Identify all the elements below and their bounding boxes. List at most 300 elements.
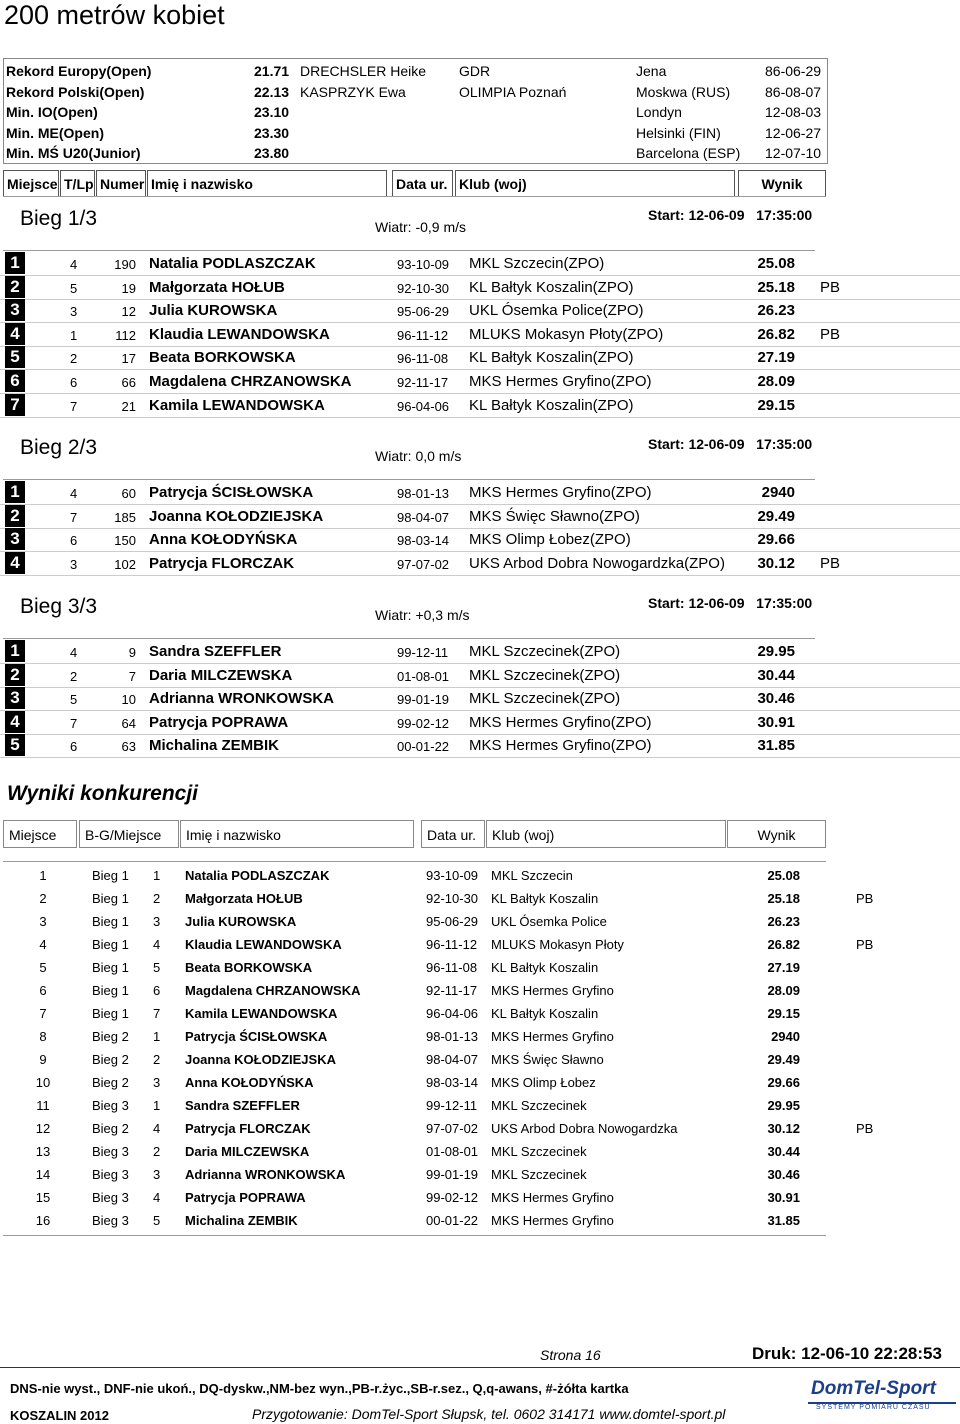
result-time: 31.85 bbox=[767, 1213, 800, 1228]
heat-position: 2 bbox=[153, 1052, 161, 1067]
heat-position: 3 bbox=[153, 1167, 161, 1182]
konkurencja-end bbox=[3, 1235, 826, 1236]
heat-label: Bieg 3 bbox=[92, 1190, 129, 1205]
birth-date: 99-02-12 bbox=[397, 715, 450, 731]
heat-label: Bieg 3 bbox=[92, 1144, 129, 1159]
lane: 5 bbox=[70, 280, 78, 296]
print-timestamp: Druk: 12-06-10 22:28:53 bbox=[752, 1344, 942, 1363]
ranking-row bbox=[0, 1140, 960, 1163]
birth-date: 99-12-11 bbox=[426, 1098, 478, 1113]
result-row bbox=[0, 346, 960, 370]
konkurencja-divider bbox=[3, 861, 826, 862]
athlete-name: Adrianna WRONKOWSKA bbox=[185, 1167, 346, 1182]
heat-position: 1 bbox=[153, 868, 161, 883]
club-name: UKS Arbod Dobra Nowogardzka bbox=[491, 1121, 678, 1136]
page-number: Strona 16 bbox=[540, 1347, 601, 1363]
heat-start: Start: 12-06-09 17:35:00 bbox=[648, 207, 813, 223]
record-row bbox=[0, 60, 826, 80]
place: 5 bbox=[5, 346, 25, 368]
birth-date: 93-10-09 bbox=[397, 257, 450, 272]
result-row bbox=[0, 734, 960, 758]
ranking-row bbox=[0, 1048, 960, 1071]
bib-number: 112 bbox=[115, 327, 136, 343]
heat-divider bbox=[3, 250, 815, 251]
heat-position: 4 bbox=[153, 937, 161, 952]
header-number: Numer bbox=[96, 170, 146, 197]
record-row bbox=[0, 101, 826, 121]
athlete-name: Anna KOŁODYŃSKA bbox=[185, 1075, 314, 1090]
result-time: 27.19 bbox=[767, 960, 800, 975]
athlete-name: Beata BORKOWSKA bbox=[185, 960, 313, 975]
club-name: MLUKS Mokasyn Płoty(ZPO) bbox=[469, 325, 664, 343]
result-time: 29.49 bbox=[757, 507, 795, 525]
athlete-name: Joanna KOŁODZIEJSKA bbox=[149, 507, 324, 525]
heat-label: Bieg 2 bbox=[92, 1052, 129, 1067]
club-name: MKL Szczecinek bbox=[491, 1167, 587, 1182]
place: 3 bbox=[5, 528, 25, 550]
pb-flag: PB bbox=[820, 278, 841, 296]
birth-date: 92-10-30 bbox=[397, 280, 450, 296]
place: 4 bbox=[5, 552, 25, 574]
athlete-name: Sandra SZEFFLER bbox=[149, 643, 282, 660]
club-name: MKS Hermes Gryfino bbox=[491, 1213, 614, 1228]
place: 1 bbox=[5, 252, 25, 274]
athlete-name: Natalia PODLASZCZAK bbox=[149, 255, 316, 272]
athlete-name: Julia KUROWSKA bbox=[185, 914, 297, 929]
club-name: KL Bałtyk Koszalin(ZPO) bbox=[469, 396, 634, 414]
ranking-row bbox=[0, 1163, 960, 1186]
club-name: MKS Hermes Gryfino(ZPO) bbox=[469, 713, 652, 731]
page-title: 200 metrów kobiet bbox=[4, 0, 225, 30]
overall-place: 12 bbox=[35, 1121, 51, 1136]
heat-label: Bieg 2 bbox=[92, 1029, 129, 1044]
bib-number: 190 bbox=[114, 257, 136, 272]
overall-place: 11 bbox=[36, 1098, 50, 1113]
record-label: Min. MŚ U20(Junior) bbox=[6, 145, 141, 161]
result-time: 26.23 bbox=[757, 302, 795, 320]
result-row bbox=[0, 323, 960, 347]
athlete-name: Beata BORKOWSKA bbox=[149, 349, 296, 367]
result-time: 25.18 bbox=[757, 278, 795, 296]
record-label: Min. IO(Open) bbox=[6, 104, 98, 120]
heat-start: Start: 12-06-09 17:35:00 bbox=[648, 595, 813, 611]
result-time: 26.82 bbox=[757, 325, 795, 343]
birth-date: 98-01-13 bbox=[426, 1029, 479, 1044]
pb-flag: PB bbox=[820, 554, 841, 572]
heat-position: 6 bbox=[153, 983, 161, 998]
result-row bbox=[0, 640, 960, 664]
overall-place: 16 bbox=[35, 1213, 51, 1228]
birth-date: 96-11-08 bbox=[426, 960, 478, 975]
heat-position: 4 bbox=[153, 1121, 161, 1136]
birth-date: 00-01-22 bbox=[426, 1213, 479, 1228]
birth-date: 00-01-22 bbox=[397, 739, 450, 755]
ranking-row bbox=[0, 1025, 960, 1048]
birth-date: 96-11-12 bbox=[397, 327, 449, 343]
result-row bbox=[0, 552, 960, 576]
lane: 2 bbox=[70, 668, 78, 684]
pb-flag: PB bbox=[856, 1121, 874, 1136]
club-name: MKL Szczecinek(ZPO) bbox=[469, 690, 621, 708]
lane: 4 bbox=[70, 486, 78, 501]
record-row bbox=[0, 142, 826, 162]
bib-number: 60 bbox=[121, 486, 136, 501]
athlete-name: Patrycja FLORCZAK bbox=[185, 1121, 311, 1136]
lane: 4 bbox=[70, 645, 78, 660]
athlete-name: Joanna KOŁODZIEJSKA bbox=[185, 1052, 336, 1067]
club-name: MKS Hermes Gryfino(ZPO) bbox=[469, 737, 652, 755]
result-row bbox=[0, 252, 960, 276]
record-holder: KASPRZYK Ewa bbox=[300, 83, 406, 100]
record-holder: DRECHSLER Heike bbox=[300, 63, 427, 79]
ranking-row bbox=[0, 1071, 960, 1094]
result-time: 30.91 bbox=[757, 713, 795, 731]
bib-number: 12 bbox=[121, 304, 136, 320]
result-time: 27.19 bbox=[757, 349, 795, 367]
record-time: 23.80 bbox=[254, 145, 290, 161]
heat-position: 2 bbox=[153, 891, 161, 906]
result-time: 30.12 bbox=[757, 554, 795, 572]
heat-position: 3 bbox=[153, 1075, 161, 1090]
heat-wind: Wiatr: 0,0 m/s bbox=[375, 448, 462, 464]
athlete-name: Małgorzata HOŁUB bbox=[185, 891, 303, 906]
overall-place: 13 bbox=[35, 1144, 51, 1159]
result-time: 30.46 bbox=[757, 690, 795, 708]
heat-position: 1 bbox=[153, 1098, 161, 1113]
heat-title: Bieg 2/3 bbox=[20, 436, 98, 459]
record-place: Moskwa (RUS) bbox=[636, 83, 731, 100]
heat-position: 2 bbox=[153, 1144, 161, 1159]
lane: 6 bbox=[70, 533, 78, 549]
ranking-row bbox=[0, 933, 960, 956]
place: 4 bbox=[5, 711, 25, 733]
heat-label: Bieg 3 bbox=[92, 1167, 129, 1182]
athlete-name: Michalina ZEMBIK bbox=[185, 1213, 298, 1228]
ranking-row bbox=[0, 1117, 960, 1140]
club-name: UKS Arbod Dobra Nowogardzka(ZPO) bbox=[469, 554, 725, 572]
place: 2 bbox=[5, 505, 25, 527]
result-row bbox=[0, 481, 960, 505]
result-time: 25.18 bbox=[767, 891, 800, 906]
kheader-club: Klub (woj) bbox=[486, 820, 726, 848]
record-date: 86-08-07 bbox=[765, 83, 822, 100]
heat-label: Bieg 2 bbox=[92, 1075, 129, 1090]
athlete-name: Patrycja ŚCISŁOWSKA bbox=[149, 484, 314, 501]
athlete-name: Klaudia LEWANDOWSKA bbox=[185, 937, 342, 952]
lane: 7 bbox=[70, 509, 78, 525]
bib-number: 63 bbox=[121, 739, 136, 755]
header-dob: Data ur. bbox=[392, 170, 453, 197]
heat-divider bbox=[3, 479, 815, 480]
kheader-place: Miejsce bbox=[3, 820, 77, 848]
lane: 7 bbox=[70, 715, 78, 731]
result-time: 29.15 bbox=[757, 396, 795, 414]
header-club: Klub (woj) bbox=[455, 170, 735, 197]
club-name: MKL Szczecin bbox=[491, 868, 573, 883]
athlete-name: Magdalena CHRZANOWSKA bbox=[149, 373, 352, 390]
heat-label: Bieg 1 bbox=[92, 891, 129, 906]
header-name: Imię i nazwisko bbox=[147, 170, 387, 197]
athlete-name: Patrycja FLORCZAK bbox=[149, 554, 295, 572]
club-name: MKS Olimp Łobez(ZPO) bbox=[469, 531, 631, 549]
heat-wind: Wiatr: +0,3 m/s bbox=[375, 607, 470, 623]
result-row bbox=[0, 711, 960, 735]
birth-date: 96-04-06 bbox=[397, 398, 450, 414]
overall-place: 6 bbox=[39, 983, 47, 998]
result-time: 29.95 bbox=[757, 643, 795, 660]
heat-divider bbox=[3, 638, 815, 639]
heat-label: Bieg 1 bbox=[92, 983, 129, 998]
overall-place: 10 bbox=[35, 1075, 51, 1090]
logo-text: DomTel-Sport bbox=[811, 1378, 936, 1399]
result-time: 30.44 bbox=[757, 666, 795, 684]
ranking-row bbox=[0, 910, 960, 933]
record-row bbox=[0, 122, 826, 142]
club-name: MKS Hermes Gryfino bbox=[491, 1029, 614, 1044]
athlete-name: Adrianna WRONKOWSKA bbox=[149, 690, 334, 708]
pb-flag: PB bbox=[820, 325, 841, 343]
lane: 6 bbox=[70, 739, 78, 755]
result-time: 28.09 bbox=[757, 373, 795, 390]
heat-position: 4 bbox=[153, 1190, 161, 1205]
result-row bbox=[0, 505, 960, 529]
birth-date: 97-07-02 bbox=[397, 556, 450, 572]
overall-place: 3 bbox=[39, 914, 47, 929]
heat-label: Bieg 3 bbox=[92, 1098, 129, 1113]
result-row bbox=[0, 370, 960, 394]
heat-label: Bieg 3 bbox=[92, 1213, 129, 1228]
birth-date: 98-04-07 bbox=[397, 509, 450, 525]
result-time: 25.08 bbox=[767, 868, 800, 883]
birth-date: 98-04-07 bbox=[426, 1052, 479, 1067]
result-time: 29.66 bbox=[767, 1075, 800, 1090]
club-name: MKS Hermes Gryfino bbox=[491, 1190, 614, 1205]
result-time: 29.95 bbox=[767, 1098, 800, 1113]
lane: 2 bbox=[70, 351, 78, 367]
ranking-row bbox=[0, 1094, 960, 1117]
place: 3 bbox=[5, 687, 25, 709]
record-place: Londyn bbox=[636, 104, 682, 120]
birth-date: 92-11-17 bbox=[426, 983, 478, 998]
konkurencja-title: Wyniki konkurencji bbox=[7, 782, 198, 805]
club-name: MKL Szczecinek bbox=[491, 1144, 587, 1159]
heat-position: 5 bbox=[153, 1213, 161, 1228]
club-name: MKS Hermes Gryfino bbox=[491, 983, 614, 998]
result-time: 31.85 bbox=[757, 737, 795, 755]
club-name: UKL Ósemka Police(ZPO) bbox=[469, 302, 644, 320]
club-name: MKS Hermes Gryfino(ZPO) bbox=[469, 373, 652, 390]
athlete-name: Julia KUROWSKA bbox=[149, 302, 278, 320]
birth-date: 96-04-06 bbox=[426, 1006, 479, 1021]
club-name: KL Bałtyk Koszalin(ZPO) bbox=[469, 349, 634, 367]
record-club: OLIMPIA Poznań bbox=[459, 83, 567, 100]
heat-position: 3 bbox=[153, 914, 161, 929]
record-date: 12-08-03 bbox=[765, 104, 822, 120]
lane: 6 bbox=[70, 375, 78, 390]
result-time: 29.15 bbox=[767, 1006, 800, 1021]
place: 6 bbox=[5, 370, 25, 392]
header-place: Miejsce bbox=[3, 170, 59, 197]
overall-place: 5 bbox=[39, 960, 47, 975]
athlete-name: Sandra SZEFFLER bbox=[185, 1098, 300, 1113]
result-time: 26.82 bbox=[767, 937, 800, 952]
lane: 4 bbox=[70, 257, 78, 272]
ranking-row bbox=[0, 887, 960, 910]
athlete-name: Daria MILCZEWSKA bbox=[185, 1144, 310, 1159]
header-lane: T/Lp bbox=[60, 170, 95, 197]
overall-place: 4 bbox=[39, 937, 47, 952]
athlete-name: Małgorzata HOŁUB bbox=[149, 278, 285, 296]
place: 4 bbox=[5, 323, 25, 345]
result-row bbox=[0, 299, 960, 323]
record-label: Min. ME(Open) bbox=[6, 124, 104, 141]
bib-number: 9 bbox=[128, 645, 136, 660]
place: 3 bbox=[5, 299, 25, 321]
kheader-dob: Data ur. bbox=[421, 820, 485, 848]
result-row bbox=[0, 528, 960, 552]
bib-number: 17 bbox=[121, 351, 136, 367]
heat-title: Bieg 3/3 bbox=[20, 595, 98, 618]
athlete-name: Daria MILCZEWSKA bbox=[149, 666, 293, 684]
place: 7 bbox=[5, 394, 25, 416]
result-time: 29.49 bbox=[767, 1052, 800, 1067]
ranking-row bbox=[0, 1209, 960, 1232]
birth-date: 96-11-08 bbox=[397, 351, 449, 367]
birth-date: 92-10-30 bbox=[426, 891, 479, 906]
result-row bbox=[0, 687, 960, 711]
club-name: MKL Szczecin(ZPO) bbox=[469, 255, 605, 272]
athlete-name: Magdalena CHRZANOWSKA bbox=[185, 983, 361, 998]
place: 1 bbox=[5, 640, 25, 662]
overall-place: 8 bbox=[39, 1029, 47, 1044]
athlete-name: Kamila LEWANDOWSKA bbox=[185, 1006, 338, 1021]
birth-date: 99-01-19 bbox=[426, 1167, 479, 1182]
overall-place: 1 bbox=[39, 868, 47, 883]
birth-date: 97-07-02 bbox=[426, 1121, 479, 1136]
athlete-name: Natalia PODLASZCZAK bbox=[185, 868, 330, 883]
record-label: Rekord Polski(Open) bbox=[6, 83, 145, 100]
pb-flag: PB bbox=[856, 937, 874, 952]
birth-date: 93-10-09 bbox=[426, 868, 479, 883]
birth-date: 98-03-14 bbox=[397, 533, 450, 549]
result-row bbox=[0, 664, 960, 688]
birth-date: 95-06-29 bbox=[397, 304, 450, 320]
club-name: MKL Szczecinek(ZPO) bbox=[469, 643, 621, 660]
footer-divider bbox=[0, 1367, 960, 1368]
overall-place: 15 bbox=[35, 1190, 51, 1205]
overall-place: 14 bbox=[35, 1167, 51, 1182]
birth-date: 01-08-01 bbox=[397, 668, 450, 684]
bib-number: 185 bbox=[114, 509, 136, 525]
record-club: GDR bbox=[459, 63, 491, 79]
result-time: 2940 bbox=[771, 1029, 800, 1044]
lane: 5 bbox=[70, 692, 78, 708]
bib-number: 66 bbox=[121, 375, 136, 390]
club-name: MKS Olimp Łobez bbox=[491, 1075, 596, 1090]
bib-number: 64 bbox=[121, 715, 136, 731]
record-time: 23.30 bbox=[254, 124, 290, 141]
lane: 3 bbox=[70, 556, 78, 572]
birth-date: 99-02-12 bbox=[426, 1190, 479, 1205]
athlete-name: Patrycja POPRAWA bbox=[149, 713, 289, 731]
header-result: Wynik bbox=[738, 170, 826, 197]
overall-place: 2 bbox=[39, 891, 47, 906]
club-name: MLUKS Mokasyn Płoty bbox=[491, 937, 624, 952]
birth-date: 96-11-12 bbox=[426, 937, 478, 952]
heat-start: Start: 12-06-09 17:35:00 bbox=[648, 436, 813, 452]
record-place: Barcelona (ESP) bbox=[636, 145, 741, 161]
lane: 3 bbox=[70, 304, 78, 320]
record-time: 23.10 bbox=[254, 104, 290, 120]
heat-label: Bieg 2 bbox=[92, 1121, 129, 1136]
heat-position: 7 bbox=[153, 1006, 161, 1021]
ranking-row bbox=[0, 979, 960, 1002]
bib-number: 102 bbox=[114, 556, 136, 572]
result-time: 30.91 bbox=[767, 1190, 800, 1205]
lane: 1 bbox=[70, 327, 78, 343]
athlete-name: Patrycja POPRAWA bbox=[185, 1190, 306, 1205]
kheader-name: Imię i nazwisko bbox=[180, 820, 414, 848]
overall-place: 7 bbox=[39, 1006, 47, 1021]
record-label: Rekord Europy(Open) bbox=[6, 63, 152, 79]
bib-number: 150 bbox=[114, 533, 136, 549]
birth-date: 95-06-29 bbox=[426, 914, 479, 929]
place: 5 bbox=[5, 734, 25, 756]
birth-date: 01-08-01 bbox=[426, 1144, 479, 1159]
club-name: MKS Hermes Gryfino(ZPO) bbox=[469, 484, 652, 501]
club-name: MKL Szczecinek bbox=[491, 1098, 587, 1113]
heat-title: Bieg 1/3 bbox=[20, 207, 98, 230]
bib-number: 19 bbox=[121, 280, 136, 296]
heat-wind: Wiatr: -0,9 m/s bbox=[375, 219, 467, 235]
result-time: 28.09 bbox=[767, 983, 800, 998]
lane: 7 bbox=[70, 398, 78, 414]
domtel-logo bbox=[808, 1380, 958, 1414]
result-time: 26.23 bbox=[767, 914, 800, 929]
place: 1 bbox=[5, 481, 25, 503]
athlete-name: Kamila LEWANDOWSKA bbox=[149, 396, 325, 414]
kheader-heat: B-G/Miejsce bbox=[79, 820, 179, 848]
club-name: KL Bałtyk Koszalin bbox=[491, 891, 599, 906]
athlete-name: Michalina ZEMBIK bbox=[149, 737, 280, 755]
record-date: 12-06-27 bbox=[765, 124, 822, 141]
athlete-name: Anna KOŁODYŃSKA bbox=[149, 531, 298, 549]
ranking-row bbox=[0, 864, 960, 887]
record-time: 21.71 bbox=[254, 63, 290, 79]
result-time: 29.66 bbox=[757, 531, 795, 549]
heat-label: Bieg 1 bbox=[92, 1006, 129, 1021]
athlete-name: Klaudia LEWANDOWSKA bbox=[149, 325, 330, 343]
prepared-by: Przygotowanie: DomTel-Sport Słupsk, tel. 0602 314171 www.domtel-sport.pl bbox=[252, 1406, 726, 1422]
athlete-name: Patrycja ŚCISŁOWSKA bbox=[185, 1029, 328, 1044]
pb-flag: PB bbox=[856, 891, 874, 906]
club-name: MKS Święc Sławno bbox=[491, 1052, 604, 1067]
kheader-result: Wynik bbox=[727, 820, 826, 848]
club-name: UKL Ósemka Police bbox=[491, 914, 607, 929]
bib-number: 7 bbox=[128, 668, 136, 684]
heat-label: Bieg 1 bbox=[92, 914, 129, 929]
club-name: KL Bałtyk Koszalin bbox=[491, 1006, 599, 1021]
logo-subtitle: SYSTEMY POMIARU CZASU bbox=[816, 1404, 931, 1411]
legend: DNS-nie wyst., DNF-nie ukoń., DQ-dyskw.,NM-bez wyn.,PB-r.życ.,SB-r.sez., Q,q-awans, #-żółta kartka bbox=[10, 1381, 629, 1396]
heat-label: Bieg 1 bbox=[92, 868, 129, 883]
heat-label: Bieg 1 bbox=[92, 937, 129, 952]
result-row bbox=[0, 276, 960, 300]
record-row bbox=[0, 81, 826, 101]
record-time: 22.13 bbox=[254, 83, 290, 100]
place: 2 bbox=[5, 276, 25, 298]
heat-position: 5 bbox=[153, 960, 161, 975]
